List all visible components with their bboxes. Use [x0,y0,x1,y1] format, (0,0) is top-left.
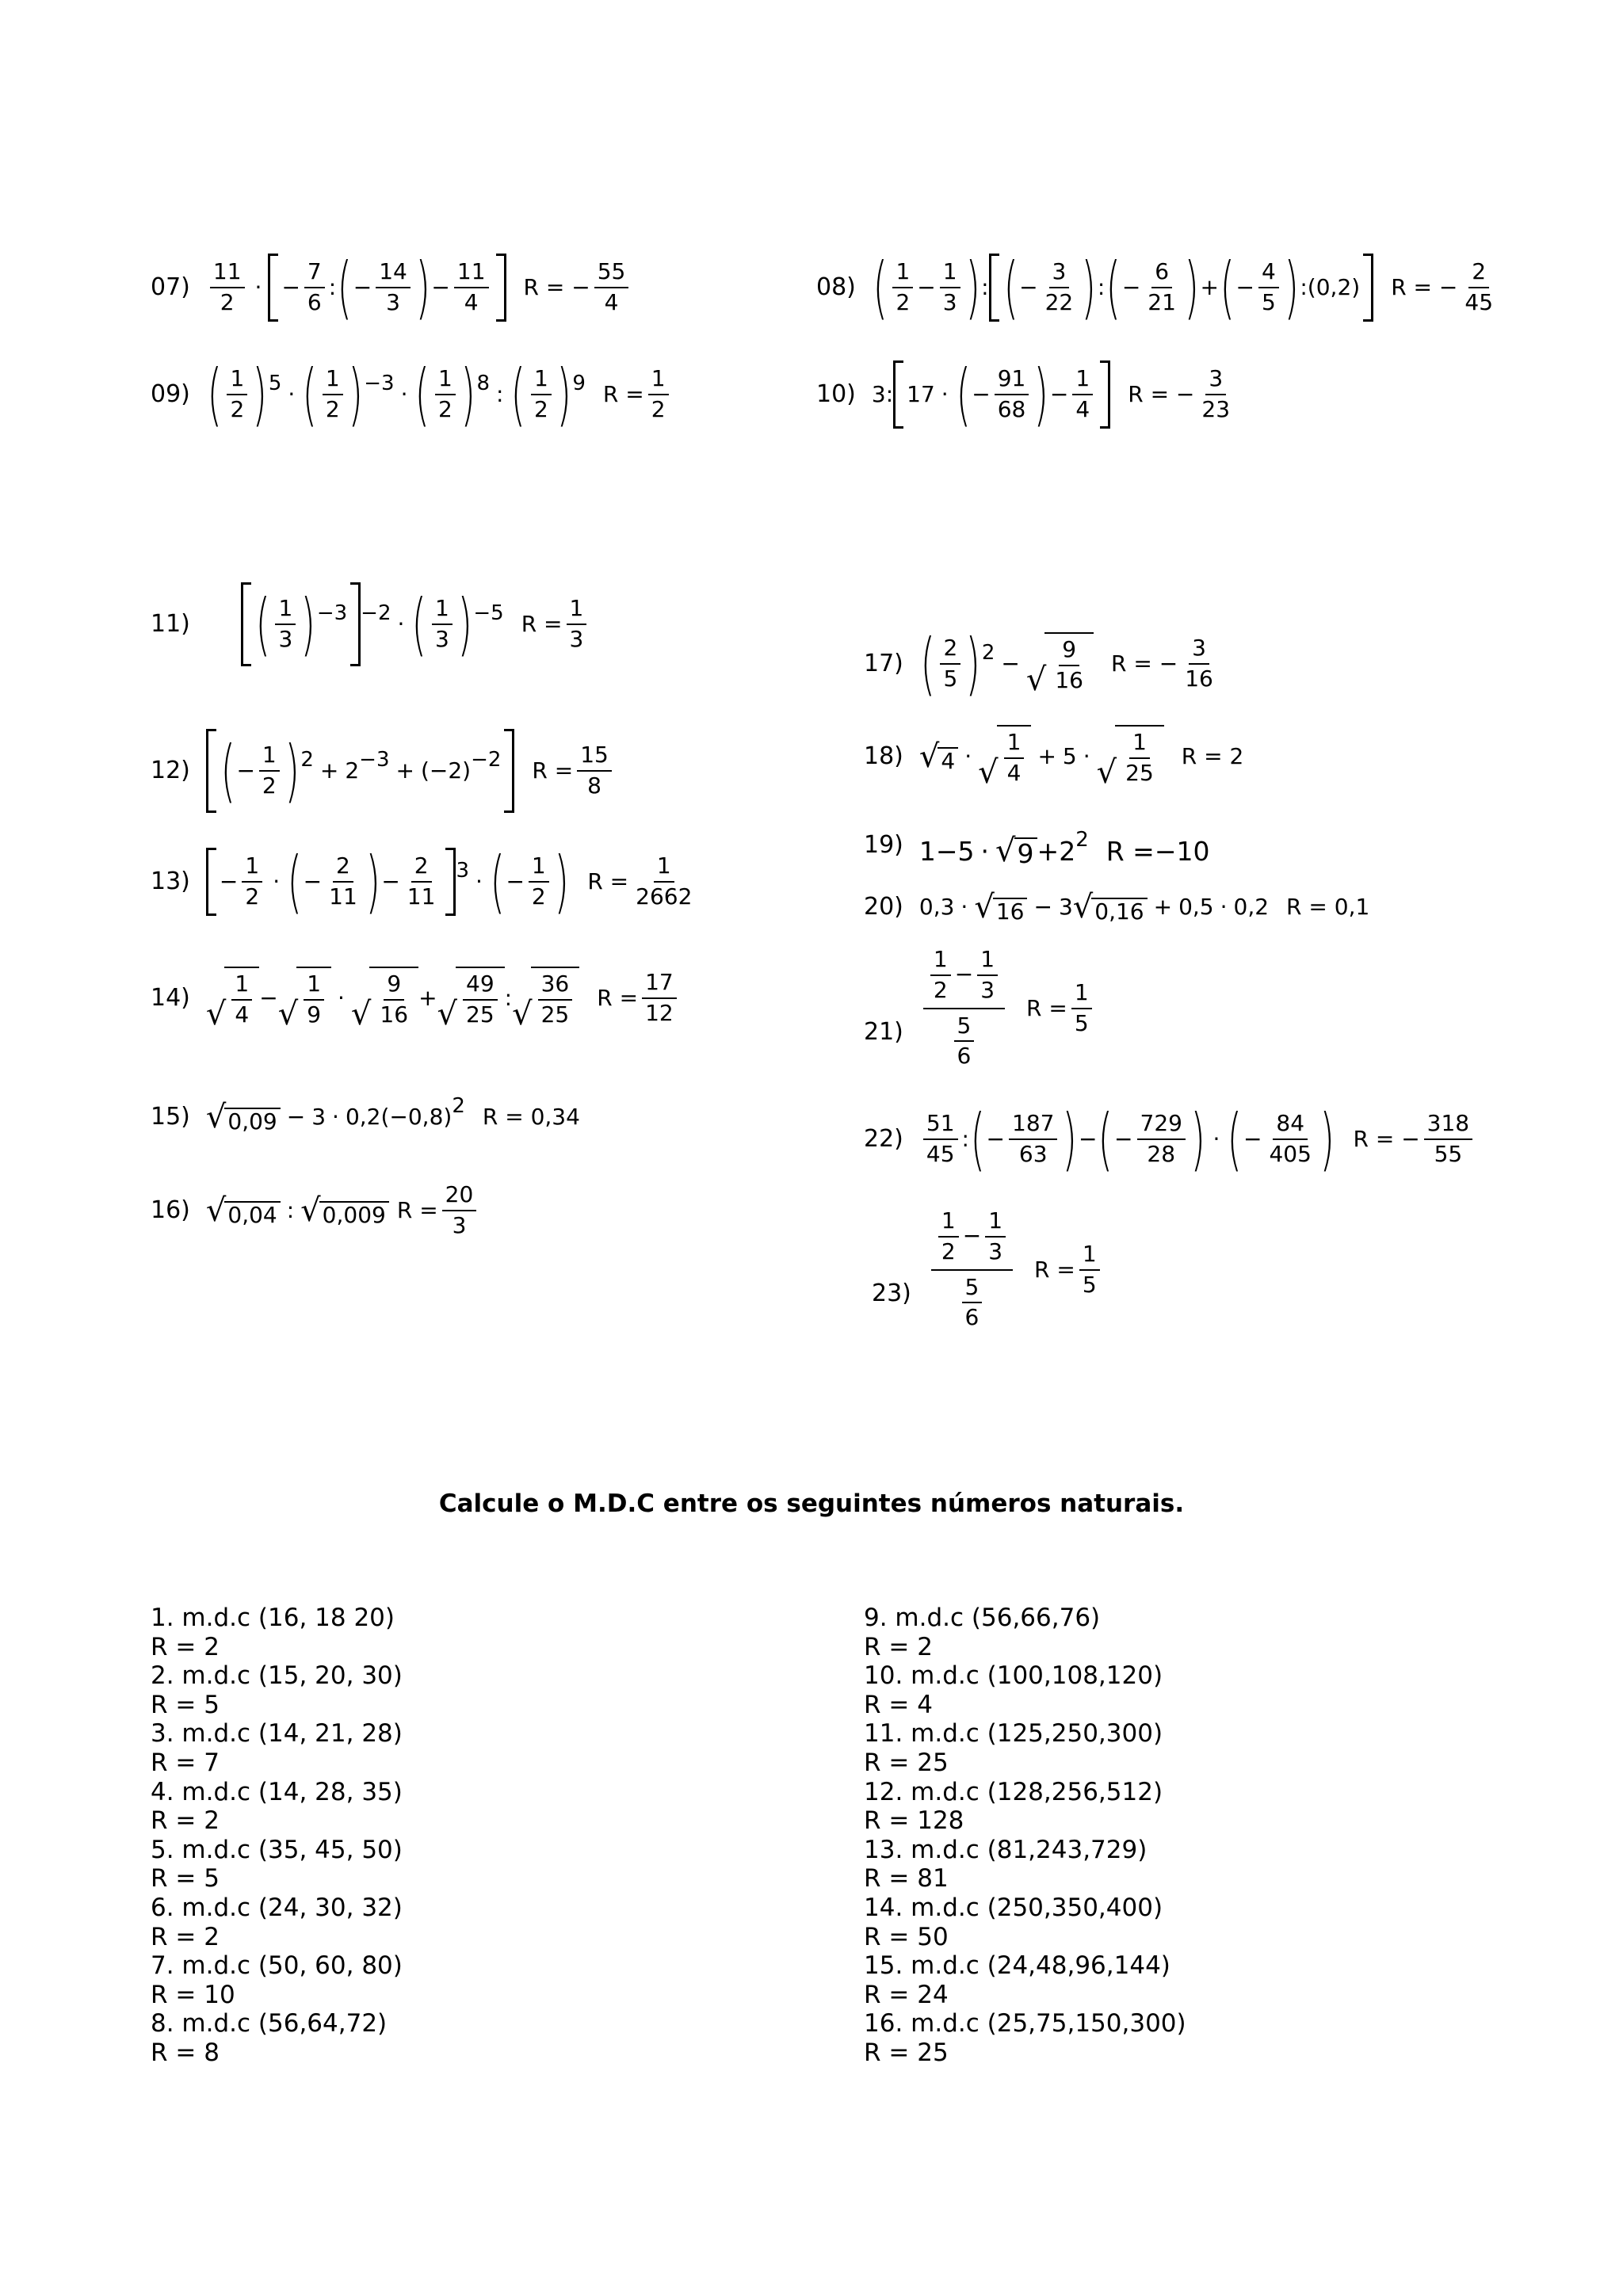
exercise-08 [816,248,1500,327]
list-item: R = 25 [864,1748,949,1777]
exercise-09 [151,355,673,434]
list-item: 13. m.d.c (81,243,729) [864,1835,1148,1864]
list-item: R = 24 [864,1980,949,2009]
math-expression: √ 0,04 : √ 0,009 R = $\frac{20}{3}$ [206,1180,480,1241]
exercise-number: 08) [816,273,856,301]
result-label: R = [521,611,563,637]
exercise-number: 21) [864,1017,903,1046]
list-item: R = 2 [151,1632,220,1661]
math-expression: ( $\frac{1}{2}$ − $\frac{1}{3}$ ) : ( − $\frac{3}{22}$ ) : ( − $\frac{6}{21}$ ) + ( − $\frac{4}{5}$ ) :(0,2) R = − $\frac{2}{45}$ [873,248,1494,327]
list-item: R = 50 [864,1922,949,1951]
result-label: R = [597,984,639,1011]
result-label: R = [532,757,574,784]
exercise-21 [864,943,1096,1074]
mdc-list-left [151,1604,403,2068]
exercise-number: 16) [151,1196,190,1224]
result-label: R = − [523,274,590,300]
exercise-number: 23) [872,1279,911,1307]
exercise-number: 11) [151,610,190,638]
list-item: 9. m.d.c (56,66,76) [864,1604,1101,1632]
exercise-number: 13) [151,868,190,895]
result-label: R = [587,868,629,894]
math-expression: ( $\frac{1}{3}$ ) $^{-3}$ $^{-2}$ · ( $\frac{1}{3}$ ) $^{-5}$ R = $\frac{1}{3}$ [241,582,590,666]
exercise-number: 10) [816,380,856,408]
list-item: 10. m.d.c (100,108,120) [864,1661,1163,1691]
math-expression: 1−5 · √ 9 +2 $^2$ R =−10 [918,828,1210,869]
result-label: R = [1034,1256,1075,1283]
exercise-number: 20) [864,893,903,921]
result-label: R = − [1128,381,1195,407]
list-item: 11. m.d.c (125,250,300) [864,1719,1163,1749]
list-item: R = 2 [151,1806,220,1836]
result-label: R = [602,381,644,407]
list-item: 7. m.d.c (50, 60, 80) [151,1951,403,1981]
exercise-18 [864,725,1244,791]
exercise-number: 17) [864,650,903,677]
exercise-number: 19) [864,831,903,859]
exercise-12 [151,729,616,813]
list-item: 8. m.d.c (56,64,72) [151,2009,388,2039]
math-expression: 0,3 · √ 16 − 3 √ 0,16 + 0,5 · 0,2 R = 0,1 [918,889,1370,925]
result-label: R = [1026,994,1067,1021]
result-label: R = − [1353,1126,1420,1152]
exercise-14 [151,967,681,1030]
result-label: R = 0,34 [482,1104,580,1130]
result-label: R =−10 [1106,835,1210,867]
result-label: R = − [1111,650,1178,677]
math-expression: ( $\frac{1}{2}$ ) $^5$ · ( $\frac{1}{2}$ ) $^{-3}$ · ( $\frac{1}{2}$ ) $^8$ : ( $\frac{1}{2}$ ) $^9$ R = $\frac{1}{2}$ [206,360,673,429]
list-item: R = 2 [864,1632,933,1661]
list-item: 14. m.d.c (250,350,400) [864,1893,1163,1922]
exercise-15 [151,1094,580,1135]
list-item: 5. m.d.c (35, 45, 50) [151,1835,403,1864]
exercise-07 [151,248,632,327]
exercise-19 [864,824,1209,867]
list-item: R = 4 [864,1690,933,1719]
exercise-number: 12) [151,757,190,784]
exercise-11 [151,582,590,666]
math-expression: $\frac{1}{2}$ − $\frac{1}{3}$ $\frac{5}{6}$ R = $\frac{1}{5}$ [927,1204,1104,1335]
result-label: R = 2 [1181,742,1244,769]
math-expression: 3: 17 · ( − $\frac{91}{68}$ ) − $\frac{1}{4}$ R = − $\frac{3}{23}$ [871,355,1231,434]
list-item: 15. m.d.c (24,48,96,144) [864,1951,1170,1981]
math-expression: √ 0,09 − 3 · 0,2(−0,8) $^2$ R = 0,34 [205,1094,580,1135]
result-label: R = 0,1 [1286,894,1370,920]
math-expression: $\frac{11}{2}$ · − $\frac{7}{6}$ : ( − $\frac{14}{3}$ ) − $\frac{11}{4}$ R = − $\frac{55}{4}$ [206,254,632,322]
list-item: R = 81 [864,1864,949,1894]
list-item: R = 5 [151,1690,220,1719]
exercise-13 [151,842,699,921]
list-item: 6. m.d.c (24, 30, 32) [151,1893,403,1922]
math-expression: √ $\frac{1}{4}$ − √ $\frac{1}{9}$ · √ $\frac{9}{16}$ + √ $\frac{49}{25}$ : √ $\frac{36}{25}$ R = $\frac{17}{12}$ [206,967,681,1030]
exercise-16 [151,1180,480,1241]
mdc-list-right [864,1604,1186,2068]
exercise-20 [864,891,1369,923]
list-item: 12. m.d.c (128,256,512) [864,1777,1163,1806]
exercise-number: 22) [864,1125,903,1153]
exercise-number: 15) [151,1103,190,1131]
list-item: R = 10 [151,1980,235,2009]
exercise-22 [864,1100,1476,1179]
section-title: Calcule o M.D.C entre os seguintes números naturais. [438,1489,1185,1518]
list-item: 3. m.d.c (14, 21, 28) [151,1719,403,1749]
exercise-number: 07) [151,273,190,301]
math-expression: − $\frac{1}{2}$ · ( − $\frac{2}{11}$ ) − $\frac{2}{11}$ $^3$ · ( − $\frac{1}{2}$ ) R = $\frac{1}{2662}$ [206,848,700,916]
list-item: R = 5 [151,1864,220,1894]
list-item: R = 7 [151,1748,220,1777]
result-label: R = [396,1196,438,1223]
list-item: 4. m.d.c (14, 28, 35) [151,1777,403,1806]
math-expression: √ 4 · √ $\frac{1}{4}$ + 5 · √ $\frac{1}{25}$ R = 2 [919,725,1243,788]
list-item: R = 128 [864,1806,964,1836]
exercise-number: 18) [864,742,903,770]
list-item: 2. m.d.c (15, 20, 30) [151,1661,403,1691]
list-item: R = 25 [864,2038,949,2067]
exercise-number: 14) [151,983,190,1012]
math-expression: $\frac{1}{2}$ − $\frac{1}{3}$ $\frac{5}{6}$ R = $\frac{1}{5}$ [919,943,1096,1074]
exercise-23 [872,1204,1104,1335]
exercise-17 [864,624,1220,704]
list-item: R = 2 [151,1922,220,1951]
exercise-10 [816,355,1237,434]
list-item: 16. m.d.c (25,75,150,300) [864,2009,1186,2039]
list-item: R = 8 [151,2038,220,2067]
math-expression: ( $\frac{2}{5}$ ) $^2$ − √ $\frac{9}{16}$ R = − $\frac{3}{16}$ [920,624,1213,704]
math-expression: $\frac{51}{45}$ : ( − $\frac{187}{63}$ ) − ( − $\frac{729}{28}$ ) · ( − $\frac{84}{405}$ ) R = − $\frac{318}{55}$ [919,1105,1476,1173]
result-label: R = − [1391,274,1458,300]
list-item: 1. m.d.c (16, 18 20) [151,1604,395,1632]
math-expression: ( − $\frac{1}{2}$ ) $^2$ + 2 $^{-3}$ + (−2) $^{-2}$ R = $\frac{15}{8}$ [206,729,616,813]
exercise-number: 09) [151,380,190,408]
